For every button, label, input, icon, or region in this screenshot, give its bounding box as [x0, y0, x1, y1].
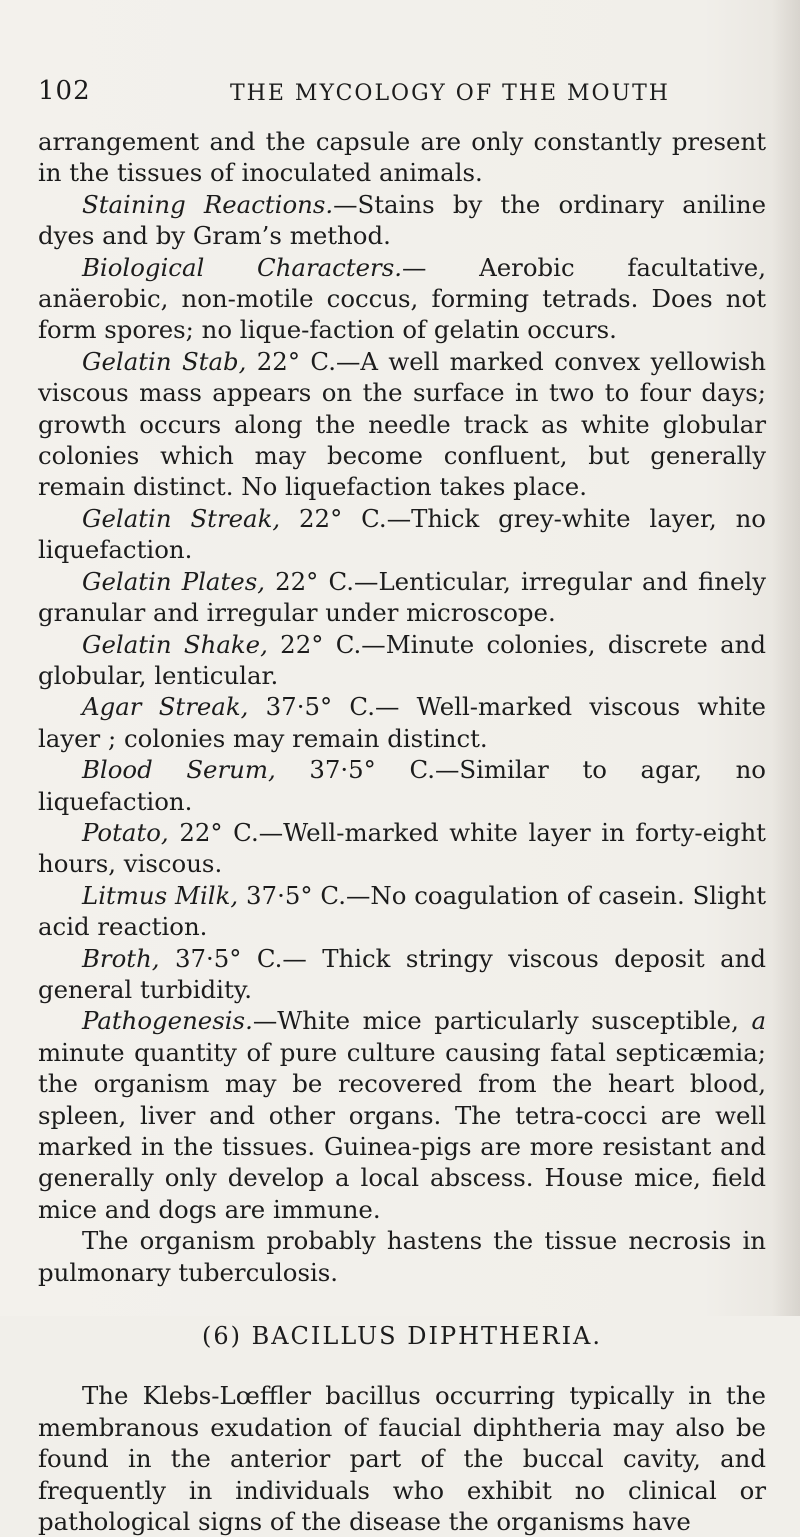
- heading-pathogenesis: Pathogenesis.: [82, 1006, 253, 1036]
- paragraph-potato: [38, 817, 766, 880]
- text-gelatin-shake: 22° C.—Minute colonies, discrete and globular, lenticular.: [38, 629, 766, 690]
- heading-potato: Potato,: [82, 817, 169, 847]
- text-gelatin-stab: 22° C.—A well marked convex yellowish viscous mass appears on the surface in two to four days; growth occurs along the needle track as white globular colonies which may become confluent, but generally remain distinct. No liquefaction takes place.: [38, 346, 767, 502]
- heading-gelatin-plates: Gelatin Plates,: [82, 566, 265, 596]
- paragraph-agar-streak: [38, 691, 766, 754]
- heading-litmus-milk: Litmus Milk,: [82, 880, 239, 910]
- paragraph-gelatin-plates: [38, 566, 766, 629]
- text-gelatin-plates: 22° C.—Lenticular, irregular and finely granular and irregular under microscope.: [38, 566, 766, 628]
- text-broth: 37·5° C.— Thick stringy viscous deposit and general turbidity.: [38, 943, 766, 1004]
- paragraph-pathogenesis: [38, 1005, 766, 1225]
- section-heading: (6) BACILLUS DIPHTHERIA.: [201, 1322, 603, 1351]
- paragraph-biological-characters: [38, 252, 766, 346]
- heading-staining-reactions: Staining Reactions.: [82, 189, 334, 219]
- paragraph-staining-reactions: [38, 189, 766, 252]
- text-pathogenesis-italic: a: [751, 1006, 766, 1036]
- paragraph-capsule: arrangement and the capsule are only constantly present in the tissues of inoculated animals.: [38, 127, 766, 188]
- paragraph-litmus-milk: [38, 880, 766, 943]
- paragraph-broth: [38, 943, 766, 1006]
- paragraph-gelatin-stab: [38, 346, 766, 503]
- heading-agar-streak: Agar Streak,: [82, 692, 249, 722]
- paragraph-blood-serum: [38, 754, 766, 817]
- heading-gelatin-shake: Gelatin Shake,: [82, 629, 268, 659]
- paragraph-tuberculosis: The organism probably hastens the tissue necrosis in pulmonary tuberculosis.: [38, 1226, 766, 1287]
- text-gelatin-streak: 22° C.—Thick grey-white layer, no liquefaction.: [38, 503, 766, 565]
- text-agar-streak: 37·5° C.— Well-marked viscous white layer ; colonies may remain distinct.: [38, 692, 766, 753]
- heading-broth: Broth,: [82, 943, 160, 973]
- text-staining-reactions: —Stains by the ordinary aniline dyes and by Gram’s method.: [38, 189, 767, 251]
- text-biological-characters: — Aerobic facultative, anäerobic, non-motile coccus, forming tetrads. Does not form spores; no lique-faction of gelatin occurs.: [38, 252, 766, 345]
- text-pathogenesis-b: minute quantity of pure culture causing fatal septicæmia; the organism may be recovered from the heart blood, spleen, liver and other organs. The tetra-cocci are well marked in the tissues. Guinea-pigs are more resistant and generally only develop a local abscess. House mice, field mice and dogs are immune.: [38, 1037, 766, 1224]
- page-header: [0, 76, 800, 116]
- paragraph-klebs-loeffler: The Klebs-Lœffler bacillus occurring typically in the membranous exudation of faucial diphtheria may also be found in the anterior part of the buccal cavity, and frequently in individuals who exhibit no clinical or pathological signs of the disease the organisms have: [38, 1381, 766, 1537]
- text-blood-serum: 37·5° C.—Similar to agar, no liquefaction.: [38, 755, 766, 816]
- heading-biological-characters: Biological Characters.: [82, 252, 402, 282]
- heading-gelatin-streak: Gelatin Streak,: [82, 503, 281, 533]
- heading-gelatin-stab: Gelatin Stab,: [82, 346, 247, 376]
- text-potato: 22° C.—Well-marked white layer in forty-eight hours, viscous.: [38, 817, 766, 879]
- text-pathogenesis-a: —White mice particularly susceptible,: [252, 1006, 752, 1036]
- paragraph-gelatin-streak: [38, 503, 766, 566]
- page-number: 102: [38, 76, 91, 106]
- text-litmus-milk: 37·5° C.—No coagulation of casein. Slight acid reaction.: [38, 880, 767, 942]
- paragraph-gelatin-shake: [38, 629, 766, 692]
- running-head: THE MYCOLOGY OF THE MOUTH: [230, 81, 670, 106]
- heading-blood-serum: Blood Serum,: [82, 755, 276, 785]
- body-text: [38, 126, 766, 1537]
